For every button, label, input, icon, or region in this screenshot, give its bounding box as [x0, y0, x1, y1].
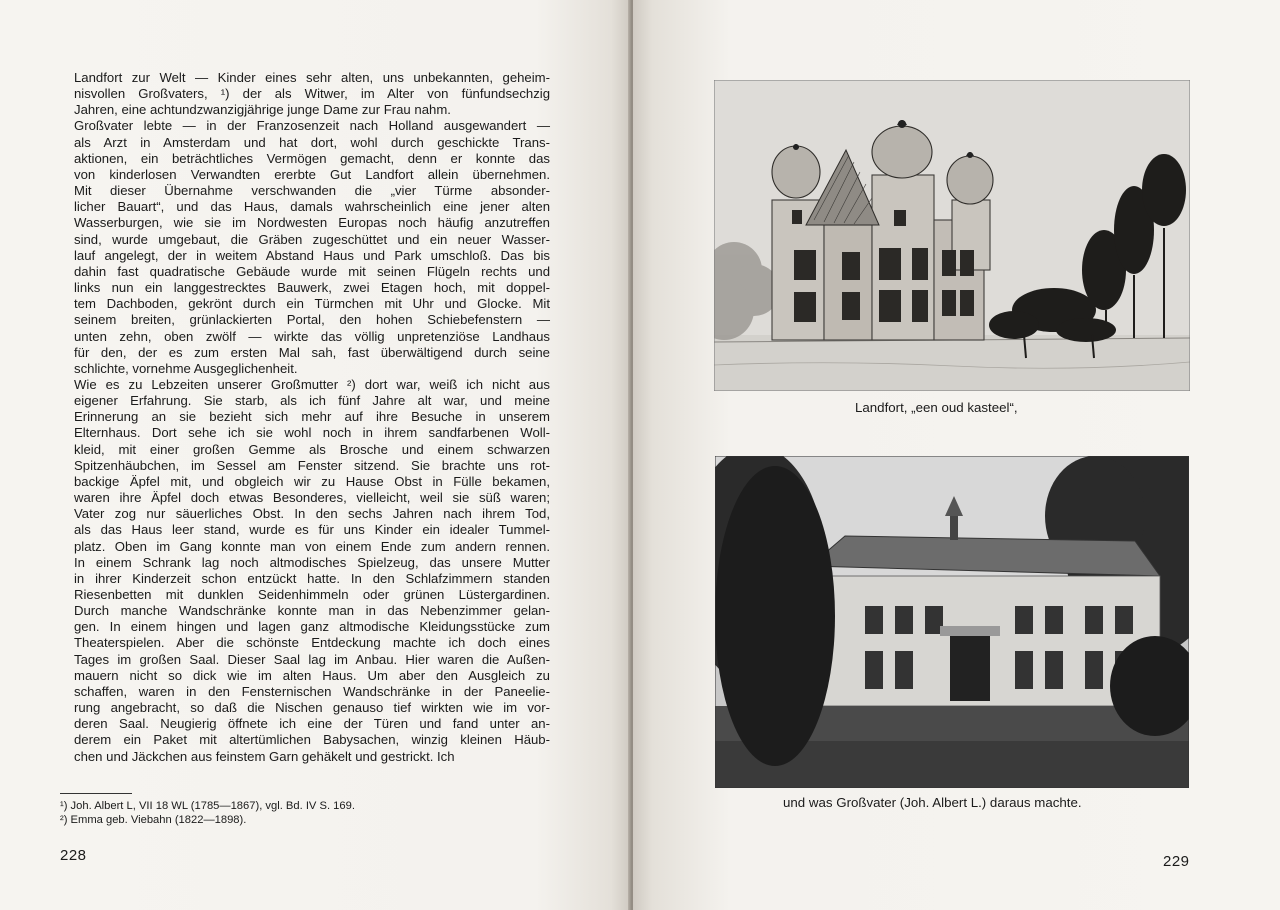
text-line: seinem breiten, grünlackierten Portal, den hohen Schiebefenstern — [74, 312, 550, 328]
text-line: aktionen, ein beträchtliches Vermögen gemacht, denn er konnte das [74, 150, 550, 166]
text-line: Landfort zur Welt — Kinder eines sehr alten, uns unbekannten, geheim- [74, 70, 550, 85]
text-line: kleid, mit einer großen Gemme als Brosche und einem schwarzen [74, 441, 550, 457]
footnote-rule [60, 793, 132, 794]
text-line: schaffen, waren in den Fensternischen Wandschränke in der Paneelie- [74, 683, 550, 699]
text-line: nisvollen Großvaters, ¹) der als Witwer, im Alter von fünfundsechzig [74, 86, 550, 102]
figure-1-caption: Landfort, „een oud kasteel“, [855, 400, 1018, 415]
text-line: als Arzt in Amsterdam und hat dort, wohl durch geschickte Trans- [74, 134, 550, 150]
text-line: backige Äpfel mit, und obgleich wir zu Hause Obst in Fülle bekamen, [74, 473, 550, 489]
text-line: waren ihre Äpfel doch etwas Besonderes, vielleicht, weil sie süß waren; [74, 490, 550, 506]
right-page [633, 0, 1280, 910]
text-line: Mit dieser Übernahme verschwanden die „vier Türme absonder- [74, 183, 550, 199]
left-page [0, 0, 630, 910]
text-line: Vater zog nur säuerliches Obst. In den sechs Jahren nach ihrem Tod, [74, 506, 550, 522]
text-line: Tages im großen Saal. Dieser Saal lag im Anbau. Hier waren die Außen- [74, 651, 550, 667]
text-line: sind, wurde umgebaut, die Gräben zugeschüttet und ein neuer Wasser- [74, 231, 550, 247]
text-line: Jahren, eine achtundzwanzigjährige junge Dame zur Frau nahm. [74, 102, 451, 118]
paragraph [74, 118, 550, 377]
manor-house-photo [715, 456, 1189, 788]
text-line: schlichte, vornehme Ausgeglichenheit. [74, 360, 298, 376]
text-line: tem Dachboden, gekrönt durch ein Türmchen mit Uhr und Glocke. Mit [74, 296, 550, 312]
text-line: derem ein Paket mit altertümlichen Babysachen, winzig kleinen Häub- [74, 732, 550, 748]
text-line: von kinderlosen Verwandten ererbte Gut Landfort allein übernehmen. [74, 166, 550, 182]
text-line: Theaterspielen. Aber die schönste Entdeckung machte ich doch eines [74, 635, 550, 651]
text-line: Wie es zu Lebzeiten unserer Großmutter ²) dort war, weiß ich nicht aus [74, 376, 550, 392]
text-line: als das Haus leer stand, wurde es für uns Kinder ein idealer Tummel- [74, 522, 550, 538]
text-line: in ihrer Kinderzeit schon entzückt hatte. In den Schlafzimmern standen [74, 570, 550, 586]
text-line: Riesenbetten mit dunklen Seidenhimmeln oder grünen Lüstergardinen. [74, 587, 550, 602]
page-number-right: 229 [1163, 853, 1190, 870]
text-line: gen. In einem hingen und lagen ganz altmodische Kleidungsstücke zum [74, 619, 550, 635]
footnote-1: ¹) Joh. Albert L, VII 18 WL (1785—1867), vgl. Bd. IV S. 169. [60, 800, 355, 812]
paragraph [74, 70, 550, 118]
text-line: mauern nicht so dick wie im alten Haus. Um aber den Ausgleich zu [74, 667, 550, 683]
castle-sketch-image [714, 80, 1190, 391]
text-line: In einem Schrank lag noch altmodisches Spielzeug, das unsere Mutter [74, 554, 550, 570]
text-line: Durch manche Wandschränke konnte man in das Nebenzimmer gelan- [74, 603, 550, 619]
text-line: lauf angelegt, der in weitem Abstand Haus und Park umschloß. Das bis [74, 247, 550, 263]
text-line: rung angebracht, so daß die Nischen genauso tief wirkten wie im vor- [74, 700, 550, 716]
text-line: licher Bauart“, und das Haus, damals wahrscheinlich eine jener alten [74, 199, 550, 215]
text-line: dahin fast quadratische Gebäude wurde mit seinen Flügeln rechts und [74, 263, 550, 279]
footnote-2: ²) Emma geb. Viebahn (1822—1898). [60, 813, 247, 826]
text-line: Elternhaus. Dort sehe ich sie wohl noch in ihrem sandfarbenen Woll- [74, 425, 550, 441]
footnotes [60, 800, 355, 827]
text-line: Großvater lebte — in der Franzosenzeit nach Holland ausgewandert — [74, 118, 550, 134]
body-text [74, 70, 550, 765]
text-line: links nun ein langgestrecktes Bauwerk, zwei Etagen hoch, mit doppel- [74, 280, 550, 296]
text-line: deren Saal. Neugierig öffnete ich eine der Türen und fand unter an- [74, 716, 550, 732]
text-line: Wasserburgen, wie sie im Nordwesten Europas noch häufig anzutreffen [74, 215, 550, 231]
text-line: chen und Jäckchen aus feinstem Garn gehäkelt und gestrickt. Ich [74, 748, 455, 764]
text-line: platz. Oben im Gang konnte man von einem Ende zum andern rennen. [74, 538, 550, 554]
text-line: eigener Erfahrung. Sie starb, als ich fünf Jahre alt war, und meine [74, 393, 550, 409]
text-line: für den, der es zum ersten Mal sah, fast überwältigend durch seine [74, 344, 550, 360]
text-line: Spitzenhäubchen, im Sessel am Fenster sitzend. Sie brachte uns rot- [74, 457, 550, 473]
text-line: unten zehn, oben zwölf — wirkte das völlig unpretenziöse Landhaus [74, 328, 550, 344]
paragraph [74, 377, 550, 765]
page-number-left: 228 [60, 847, 87, 864]
text-line: Erinnerung an sie bezieht sich mehr auf ihre Besuche in unserem [74, 409, 550, 425]
figure-2-caption: und was Großvater (Joh. Albert L.) daraus machte. [783, 795, 1082, 810]
